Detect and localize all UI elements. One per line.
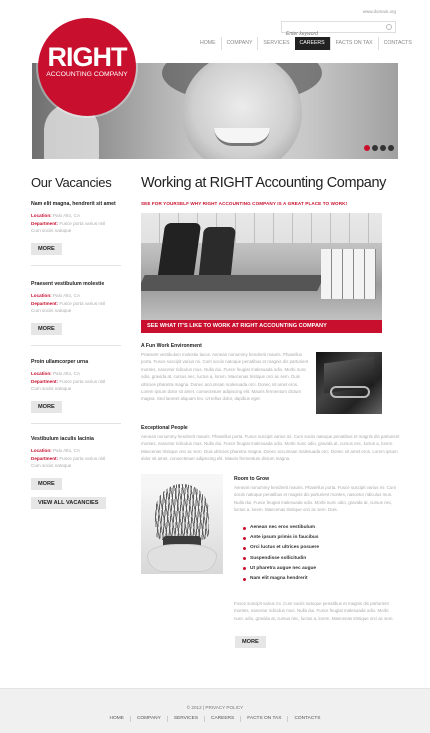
list-item: Ut pharetra augue nec augue: [243, 564, 319, 574]
office-window: [321, 249, 376, 299]
slider-dot-1[interactable]: [364, 145, 370, 151]
vacancy-item: [31, 436, 121, 490]
nav-services[interactable]: SERVICES: [257, 37, 294, 50]
footer-nav-contacts[interactable]: CONTACTS: [287, 716, 326, 722]
vacancy-extra: Cum sociis natoque: [31, 228, 72, 233]
vacancy-more-button[interactable]: MORE: [31, 401, 62, 413]
office-table: [141, 275, 325, 291]
vacancy-title[interactable]: Vestibulum iaculis lacinia: [31, 436, 94, 442]
office-banner-image[interactable]: [141, 213, 382, 333]
main-content: [141, 175, 403, 645]
section-title-fun: A Fun Work Environment: [141, 343, 202, 349]
nav-company[interactable]: COMPANY: [221, 37, 258, 50]
page-title: Working at RIGHT Accounting Company: [141, 175, 386, 191]
view-all-vacancies-button[interactable]: VIEW ALL VACANCIES: [31, 497, 106, 509]
footer-nav-facts-on-tax[interactable]: FACTS ON TAX: [240, 716, 287, 722]
list-item: Orci luctus et ultrices posuere: [243, 543, 319, 553]
department-label: Department:: [31, 378, 59, 384]
grass-image: [141, 474, 223, 574]
grass-hands: [147, 544, 217, 572]
search-box[interactable]: [281, 21, 396, 33]
grass-blades: [155, 484, 209, 540]
footer-nav-services[interactable]: SERVICES: [167, 716, 204, 722]
vacancy-department: Fusce porta varius nisl: [59, 300, 106, 306]
logo[interactable]: [38, 18, 136, 116]
vacancy-department: Fusce porta varius nisl: [59, 455, 106, 461]
slider-dot-4[interactable]: [388, 145, 394, 151]
vacancy-item: [31, 359, 121, 424]
page-subtitle: SEE FOR YOURSELF WHY RIGHT ACCOUNTING COMPANY IS A GREAT PLACE TO WORK!: [141, 201, 348, 206]
section-title-grow: Room to Grow: [234, 476, 270, 482]
vacancy-title[interactable]: Praesent vestibulum molestie: [31, 281, 105, 287]
department-label: Department:: [31, 220, 59, 226]
slider-pagination: [364, 145, 394, 151]
location-label: Location:: [31, 371, 52, 376]
divider: [31, 345, 121, 346]
office-chair: [157, 223, 201, 283]
list-item: Suspendisse sollicitudin: [243, 554, 319, 564]
vacancy-item: [31, 281, 121, 346]
vacancy-location: Palo Alto, CA: [52, 293, 81, 298]
vacancy-more-button[interactable]: MORE: [31, 323, 62, 335]
footer: [0, 688, 430, 733]
vacancy-extra: Cum sociis natoque: [31, 386, 72, 391]
vacancy-more-button[interactable]: MORE: [31, 243, 62, 255]
vacancy-item: [31, 201, 121, 266]
vacancy-department: Fusce porta varius nisl: [59, 220, 106, 226]
footer-nav-careers[interactable]: CAREERS: [204, 716, 240, 722]
laptop-image: [316, 352, 382, 414]
list-item: Ante ipsum primis in faucibus: [243, 533, 319, 543]
vacancy-location: Palo Alto, CA: [52, 371, 81, 376]
logo-tagline: ACCOUNTING COMPANY: [46, 71, 128, 78]
footer-nav-home[interactable]: HOME: [109, 716, 124, 721]
slider-dot-3[interactable]: [380, 145, 386, 151]
slider-dot-2[interactable]: [372, 145, 378, 151]
vacancies-sidebar: [31, 175, 121, 198]
section-text-grow: Aenean nonummy hendrerit mauris. Phasellus porta. Fusce suscipit varius mi. Cum sociis natoque penatibus et magnis dis parturient montes, nascetur ridiculus mus. Nulla dui. Fusce feugiat malesuada odio. Morbi nunc odio, gravida at, cursus nec, luctus a, lorem. Maecenas tristique orci ac sem. Duis.: [234, 485, 397, 513]
footer-nav: [0, 716, 430, 722]
more-button[interactable]: MORE: [235, 636, 266, 648]
vacancy-location: Palo Alto, CA: [52, 213, 81, 218]
main-nav: [195, 37, 417, 50]
banner-caption[interactable]: SEE WHAT IT'S LIKE TO WORK AT RIGHT ACCOUNTING COMPANY: [141, 320, 382, 333]
section-title-people: Exceptional People: [141, 425, 188, 431]
department-label: Department:: [31, 455, 59, 461]
vacancy-extra: Cum sociis natoque: [31, 463, 72, 468]
location-label: Location:: [31, 448, 52, 453]
location-label: Location:: [31, 213, 52, 218]
list-item: Aenean nec eros vestibulum: [243, 523, 319, 533]
copyright[interactable]: © 2012 | PRIVACY POLICY: [186, 705, 244, 710]
search-icon[interactable]: [386, 24, 392, 30]
vacancy-location: Palo Alto, CA: [52, 448, 81, 453]
vacancy-department: Fusce porta varius nisl: [59, 378, 106, 384]
nav-contacts[interactable]: CONTACTS: [378, 37, 417, 50]
vacancies-title: Our Vacancies: [31, 175, 112, 190]
vacancy-more-button[interactable]: MORE: [31, 478, 62, 490]
section-text-fun: Praesent vestibulum molestie lacus. Aenean nonummy hendrerit mauris. Phasellus porta. Fusce suscipit varius mi. Cum sociis natoque penatibus et magnis dis parturient montes, nascetur ridiculus mus. Nulla dui. Fusce feugiat malesuada odio. Morbi nunc odio, gravida at, cursus nec, luctus a, lorem. Maecenas tristique orci ac sem. Duis ultricies pharetra magna. Donec accumsan malesuada orci. Donec sit amet eros. Lorem ipsum dolor sit amet, consectetuer adipiscing elit. Mauris fermentum dictum magna. Sed laoreet aliquam leo. Ut tellus dolor, dapibus eget.: [141, 352, 309, 402]
divider: [31, 265, 121, 266]
site-url: www.domain.org: [362, 9, 396, 14]
department-label: Department:: [31, 300, 59, 306]
nav-careers[interactable]: CAREERS: [295, 37, 330, 50]
footer-nav-company[interactable]: COMPANY: [130, 716, 167, 722]
vacancy-title[interactable]: Nam elit magna, hendrerit sit amet: [31, 201, 116, 207]
nav-facts-on-tax[interactable]: FACTS ON TAX: [330, 37, 378, 50]
logo-name: RIGHT: [47, 42, 127, 72]
divider: [31, 423, 121, 424]
vacancy-extra: Cum sociis natoque: [31, 308, 72, 313]
nav-home[interactable]: HOME: [200, 40, 216, 46]
glasses-shape: [330, 386, 370, 398]
closing-text: Fusce suscipit varius mi. Cum sociis natoque penatibus et magnis dis parturient montes, nascetur ridiculus mus. Nulla dui. Fusce feugiat malesuada odio. Morbi nunc odio, gravida at, cursus nec, luctus a, lorem. Maecenas tristique orci ac sem.: [234, 601, 394, 621]
section-text-people: Aenean nonummy hendrerit mauris. Phasellus porta. Fusce suscipit varius mi. Cum sociis natoque penatibus et magnis dis parturient montes, nascetur ridiculus mus. Nulla dui. Fusce feugiat malesuada odio. Morbi nunc odio, gravida at, cursus nec, luctus a, lorem. Maecenas tristique orci ac sem. Duis ultricies pharetra magna. Donec accumsan malesuada orci. Donec sit amet eros. Lorem ipsum dolor sit amet, consectetuer adipiscing elit. Mauris fermentum dictum magna.: [141, 434, 400, 462]
list-item: Nam elit magna hendrerit: [243, 574, 319, 584]
benefits-list: [243, 523, 319, 584]
location-label: Location:: [31, 293, 52, 298]
vacancy-title[interactable]: Proin ullamcorper urna: [31, 359, 89, 365]
